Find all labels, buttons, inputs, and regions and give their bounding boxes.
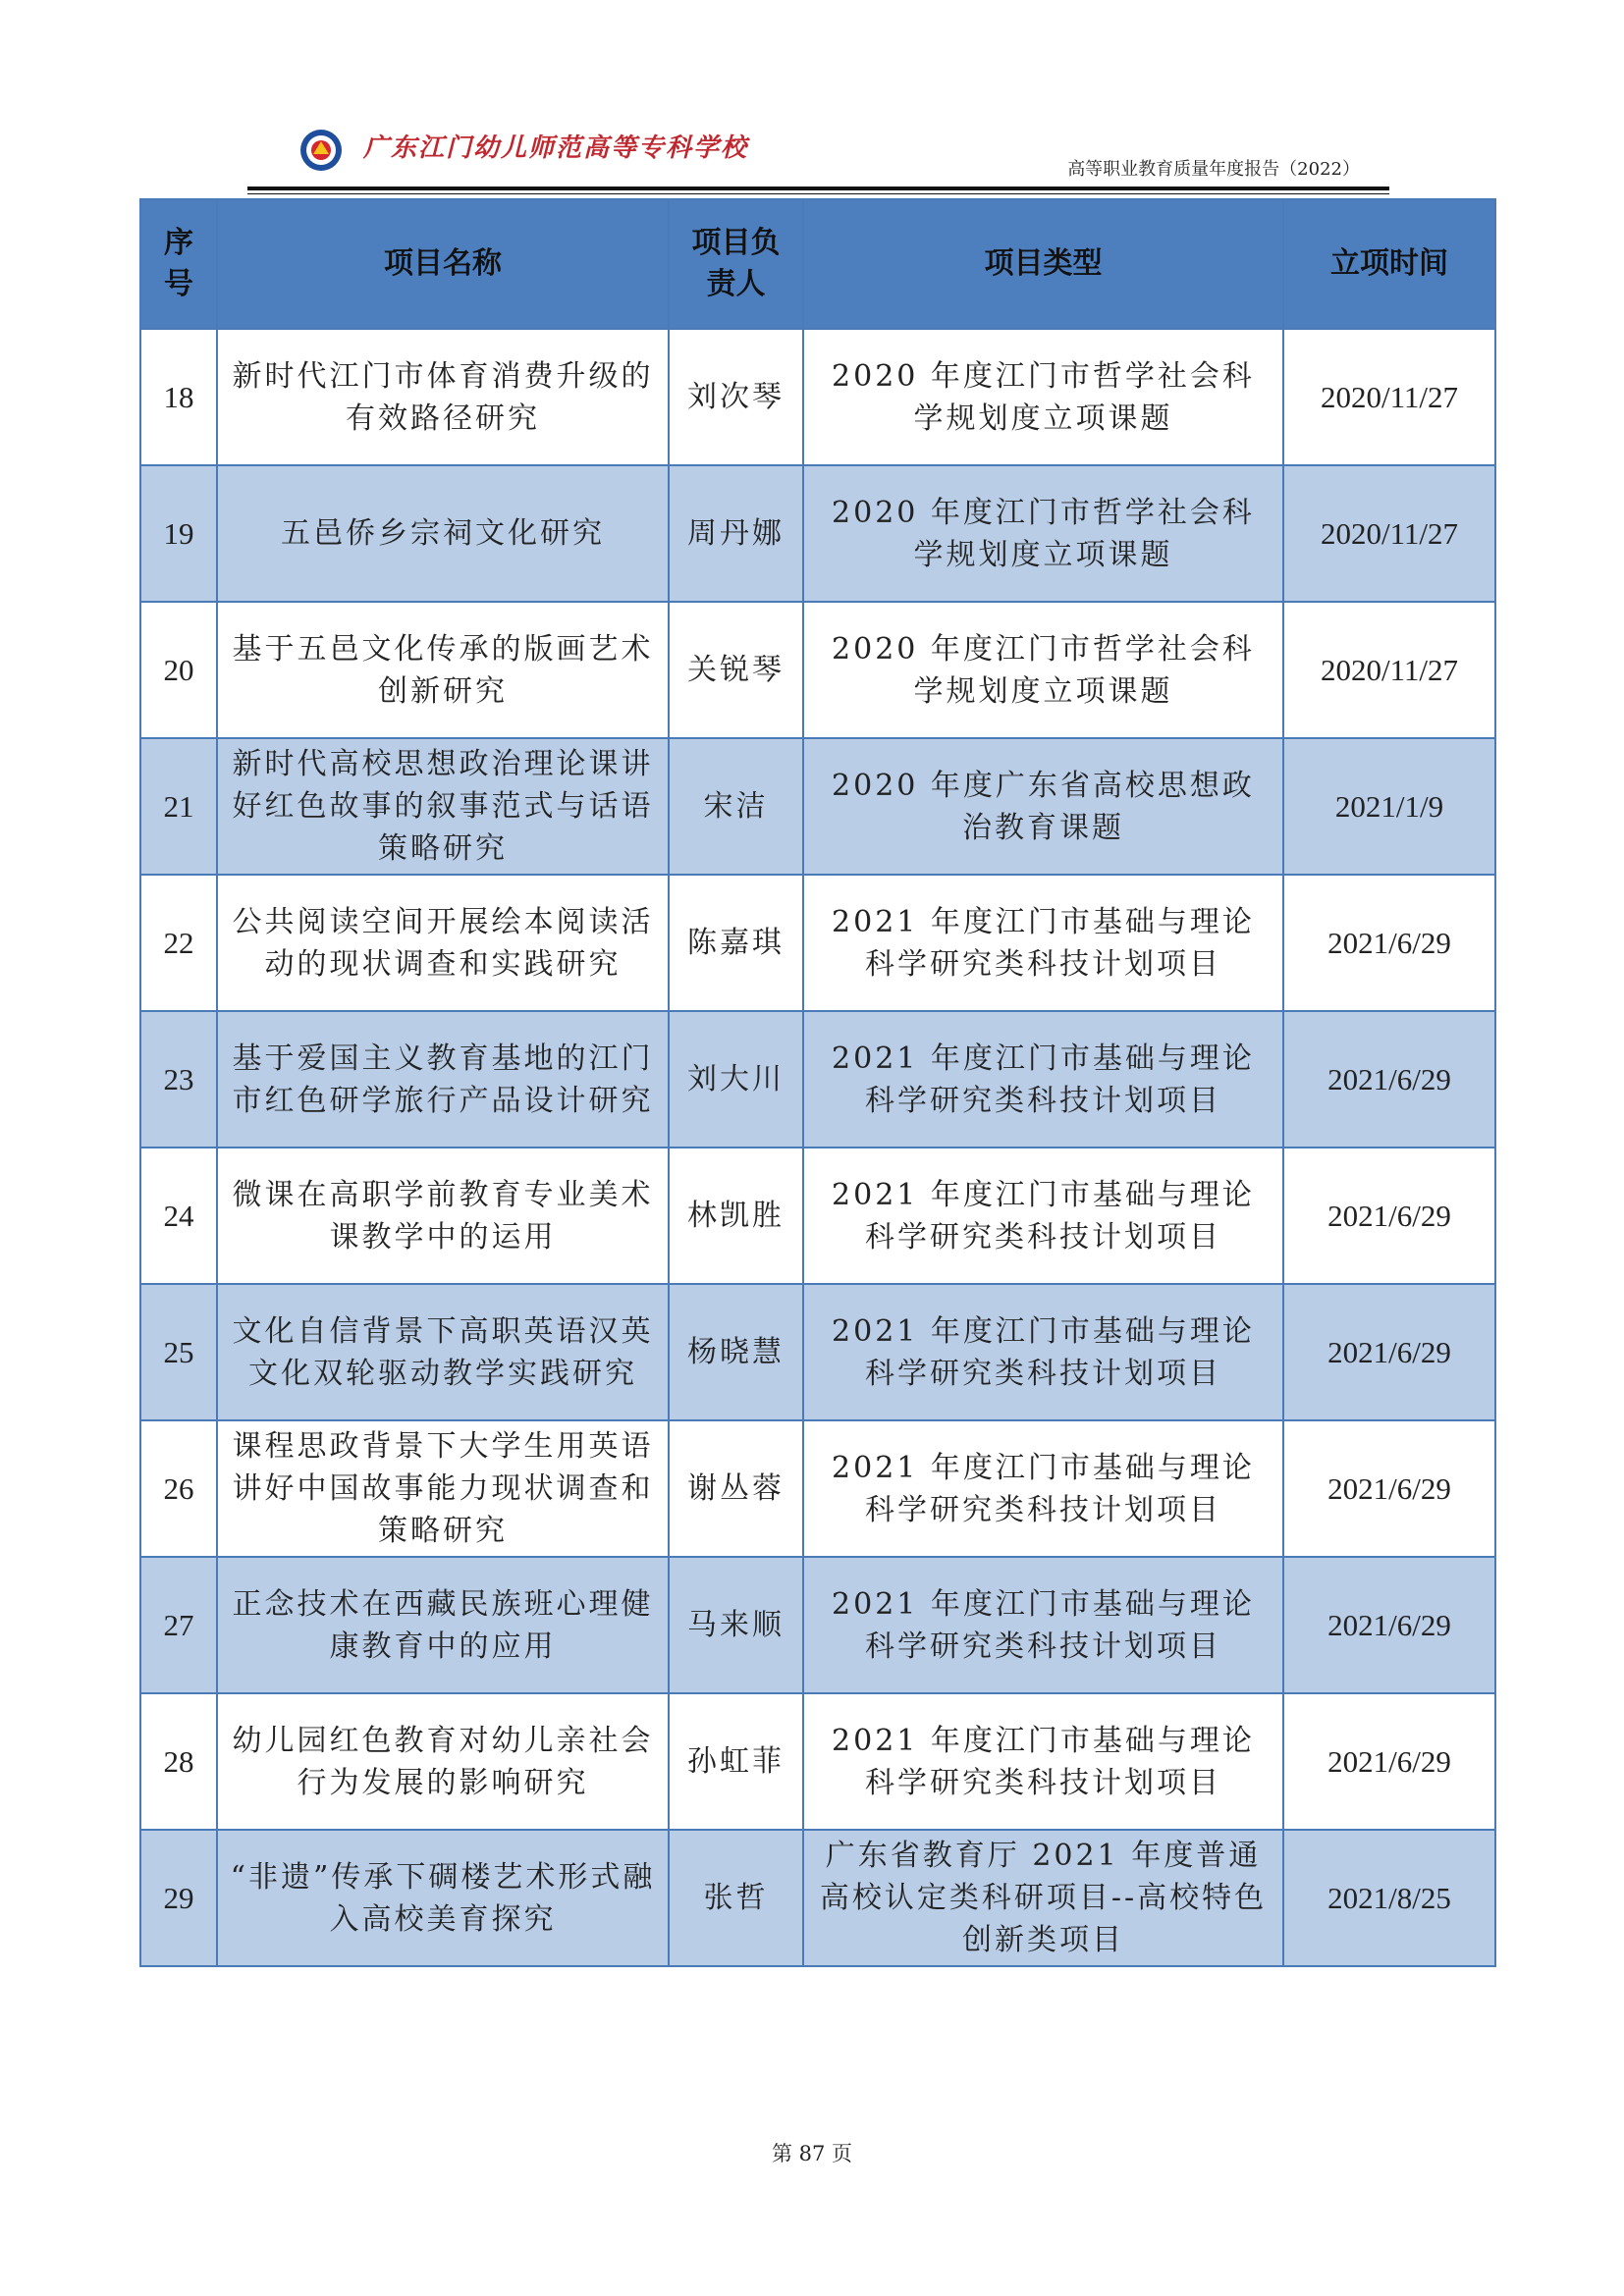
cell-leader: 张哲 [669, 1830, 803, 1966]
cell-no: 21 [140, 738, 217, 875]
table-header-row [140, 199, 1495, 329]
cell-no: 28 [140, 1693, 217, 1830]
cell-date: 2020/11/27 [1283, 329, 1495, 465]
header-approval-date: 立项时间 [1283, 199, 1495, 329]
cell-date: 2021/6/29 [1283, 1011, 1495, 1148]
school-name: 广东江门幼儿师范高等专科学校 [363, 133, 749, 163]
cell-no: 25 [140, 1284, 217, 1420]
table-row [140, 1420, 1495, 1557]
header-rule [247, 187, 1389, 190]
cell-type: 2021 年度江门市基础与理论科学研究类科技计划项目 [803, 1011, 1283, 1148]
cell-type: 2021 年度江门市基础与理论科学研究类科技计划项目 [803, 1557, 1283, 1693]
header-rule-thin [247, 193, 1389, 194]
report-title: 高等职业教育质量年度报告（2022） [1067, 159, 1360, 180]
cell-type: 2021 年度江门市基础与理论科学研究类科技计划项目 [803, 1693, 1283, 1830]
cell-name: 正念技术在西藏民族班心理健康教育中的应用 [217, 1557, 669, 1693]
cell-leader: 宋洁 [669, 738, 803, 875]
cell-no: 27 [140, 1557, 217, 1693]
table-row [140, 1830, 1495, 1966]
cell-leader: 周丹娜 [669, 465, 803, 602]
table-row [140, 1011, 1495, 1148]
cell-no: 24 [140, 1148, 217, 1284]
cell-no: 23 [140, 1011, 217, 1148]
cell-type: 2020 年度江门市哲学社会科学规划度立项课题 [803, 329, 1283, 465]
table-row [140, 1557, 1495, 1693]
header-project-name: 项目名称 [217, 199, 669, 329]
cell-type: 2021 年度江门市基础与理论科学研究类科技计划项目 [803, 1420, 1283, 1557]
cell-date: 2021/1/9 [1283, 738, 1495, 875]
cell-leader: 马来顺 [669, 1557, 803, 1693]
cell-no: 20 [140, 602, 217, 738]
project-table [139, 198, 1496, 1967]
table-row [140, 1284, 1495, 1420]
header-seq: 序号 [140, 199, 217, 329]
cell-name: 新时代高校思想政治理论课讲好红色故事的叙事范式与话语策略研究 [217, 738, 669, 875]
cell-no: 26 [140, 1420, 217, 1557]
cell-name: 新时代江门市体育消费升级的有效路径研究 [217, 329, 669, 465]
table-row [140, 1693, 1495, 1830]
cell-date: 2021/6/29 [1283, 1284, 1495, 1420]
cell-date: 2021/6/29 [1283, 1148, 1495, 1284]
cell-leader: 刘大川 [669, 1011, 803, 1148]
cell-date: 2021/6/29 [1283, 1557, 1495, 1693]
cell-leader: 杨晓慧 [669, 1284, 803, 1420]
table-row [140, 465, 1495, 602]
cell-name: 五邑侨乡宗祠文化研究 [217, 465, 669, 602]
page-header [245, 118, 1389, 196]
cell-no: 22 [140, 875, 217, 1011]
cell-name: 基于爱国主义教育基地的江门市红色研学旅行产品设计研究 [217, 1011, 669, 1148]
page-number: 第 87 页 [771, 2142, 853, 2165]
cell-leader: 谢丛蓉 [669, 1420, 803, 1557]
table-row [140, 738, 1495, 875]
table-row [140, 602, 1495, 738]
school-logo-icon [298, 128, 344, 173]
cell-date: 2020/11/27 [1283, 602, 1495, 738]
cell-name: 微课在高职学前教育专业美术课教学中的运用 [217, 1148, 669, 1284]
cell-date: 2020/11/27 [1283, 465, 1495, 602]
cell-no: 19 [140, 465, 217, 602]
cell-leader: 关锐琴 [669, 602, 803, 738]
cell-name: 课程思政背景下大学生用英语讲好中国故事能力现状调查和策略研究 [217, 1420, 669, 1557]
cell-date: 2021/8/25 [1283, 1830, 1495, 1966]
cell-type: 广东省教育厅 2021 年度普通高校认定类科研项目--高校特色创新类项目 [803, 1830, 1283, 1966]
cell-name: 公共阅读空间开展绘本阅读活动的现状调查和实践研究 [217, 875, 669, 1011]
cell-type: 2021 年度江门市基础与理论科学研究类科技计划项目 [803, 875, 1283, 1011]
header-leader: 项目负责人 [669, 199, 803, 329]
cell-no: 18 [140, 329, 217, 465]
cell-type: 2021 年度江门市基础与理论科学研究类科技计划项目 [803, 1284, 1283, 1420]
cell-name: 幼儿园红色教育对幼儿亲社会行为发展的影响研究 [217, 1693, 669, 1830]
cell-type: 2020 年度江门市哲学社会科学规划度立项课题 [803, 602, 1283, 738]
table-row [140, 329, 1495, 465]
cell-no: 29 [140, 1830, 217, 1966]
cell-leader: 林凯胜 [669, 1148, 803, 1284]
cell-date: 2021/6/29 [1283, 875, 1495, 1011]
cell-leader: 孙虹菲 [669, 1693, 803, 1830]
cell-name: 文化自信背景下高职英语汉英文化双轮驱动教学实践研究 [217, 1284, 669, 1420]
table-row [140, 875, 1495, 1011]
cell-leader: 陈嘉琪 [669, 875, 803, 1011]
table-row [140, 1148, 1495, 1284]
cell-type: 2021 年度江门市基础与理论科学研究类科技计划项目 [803, 1148, 1283, 1284]
cell-type: 2020 年度广东省高校思想政治教育课题 [803, 738, 1283, 875]
cell-name: 基于五邑文化传承的版画艺术创新研究 [217, 602, 669, 738]
cell-name: “非遗”传承下碉楼艺术形式融入高校美育探究 [217, 1830, 669, 1966]
header-project-type: 项目类型 [803, 199, 1283, 329]
cell-type: 2020 年度江门市哲学社会科学规划度立项课题 [803, 465, 1283, 602]
cell-date: 2021/6/29 [1283, 1420, 1495, 1557]
cell-leader: 刘次琴 [669, 329, 803, 465]
cell-date: 2021/6/29 [1283, 1693, 1495, 1830]
